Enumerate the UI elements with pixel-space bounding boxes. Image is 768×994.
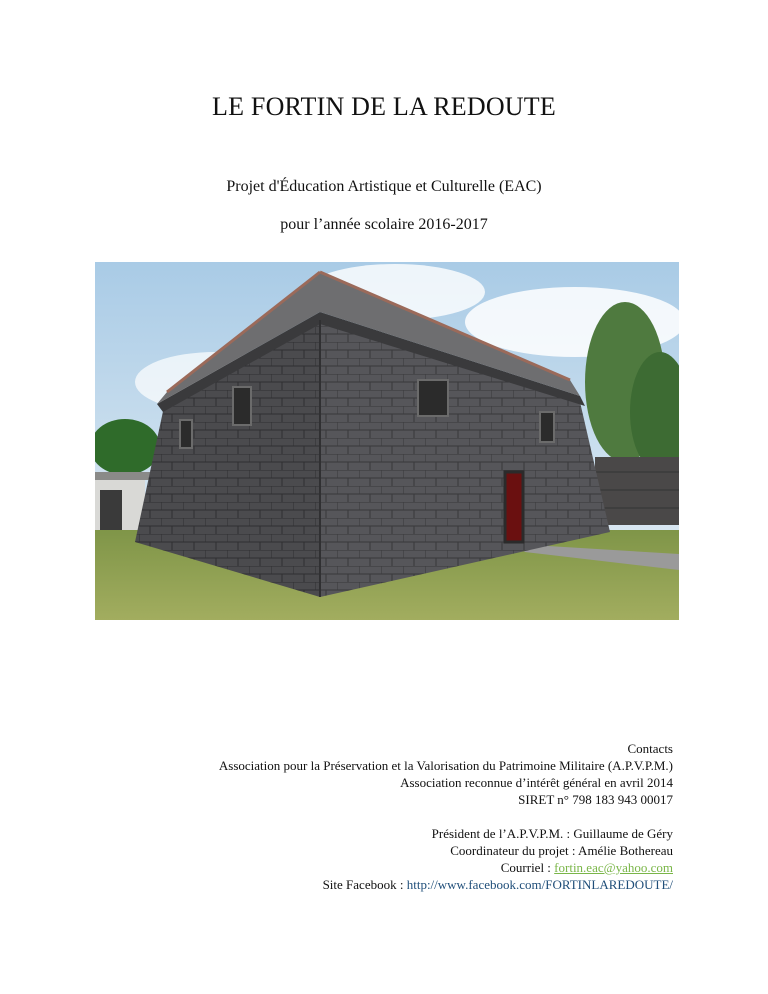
document-title: LE FORTIN DE LA REDOUTE	[212, 92, 556, 121]
facebook-line	[73, 876, 673, 893]
email-label: Courriel :	[500, 860, 555, 875]
association-name: Association pour la Préservation et la Valorisation du Patrimoine Militaire (A.P.V.P.M.)	[218, 758, 673, 773]
association-recognition: Association reconnue d’intérêt général en avril 2014	[400, 775, 673, 790]
siret-number: SIRET n° 798 183 943 00017	[518, 792, 673, 807]
facebook-label: Site Facebook :	[322, 877, 407, 892]
email-link[interactable]: fortin.eac@yahoo.com	[554, 860, 673, 875]
document-subtitle: Projet d'Éducation Artistique et Culturelle (EAC)	[226, 178, 542, 195]
school-year: pour l’année scolaire 2016-2017	[280, 216, 488, 233]
contacts-heading: Contacts	[627, 741, 673, 756]
fort-photo	[95, 262, 679, 620]
coordinator-line: Coordinateur du projet : Amélie Bothereau	[450, 843, 673, 858]
spacer	[73, 808, 673, 825]
email-line	[73, 859, 673, 876]
president-line: Président de l’A.P.V.P.M. : Guillaume de Géry	[431, 826, 673, 841]
facebook-link[interactable]: http://www.facebook.com/FORTINLAREDOUTE/	[406, 877, 673, 892]
contacts-block	[73, 740, 673, 893]
